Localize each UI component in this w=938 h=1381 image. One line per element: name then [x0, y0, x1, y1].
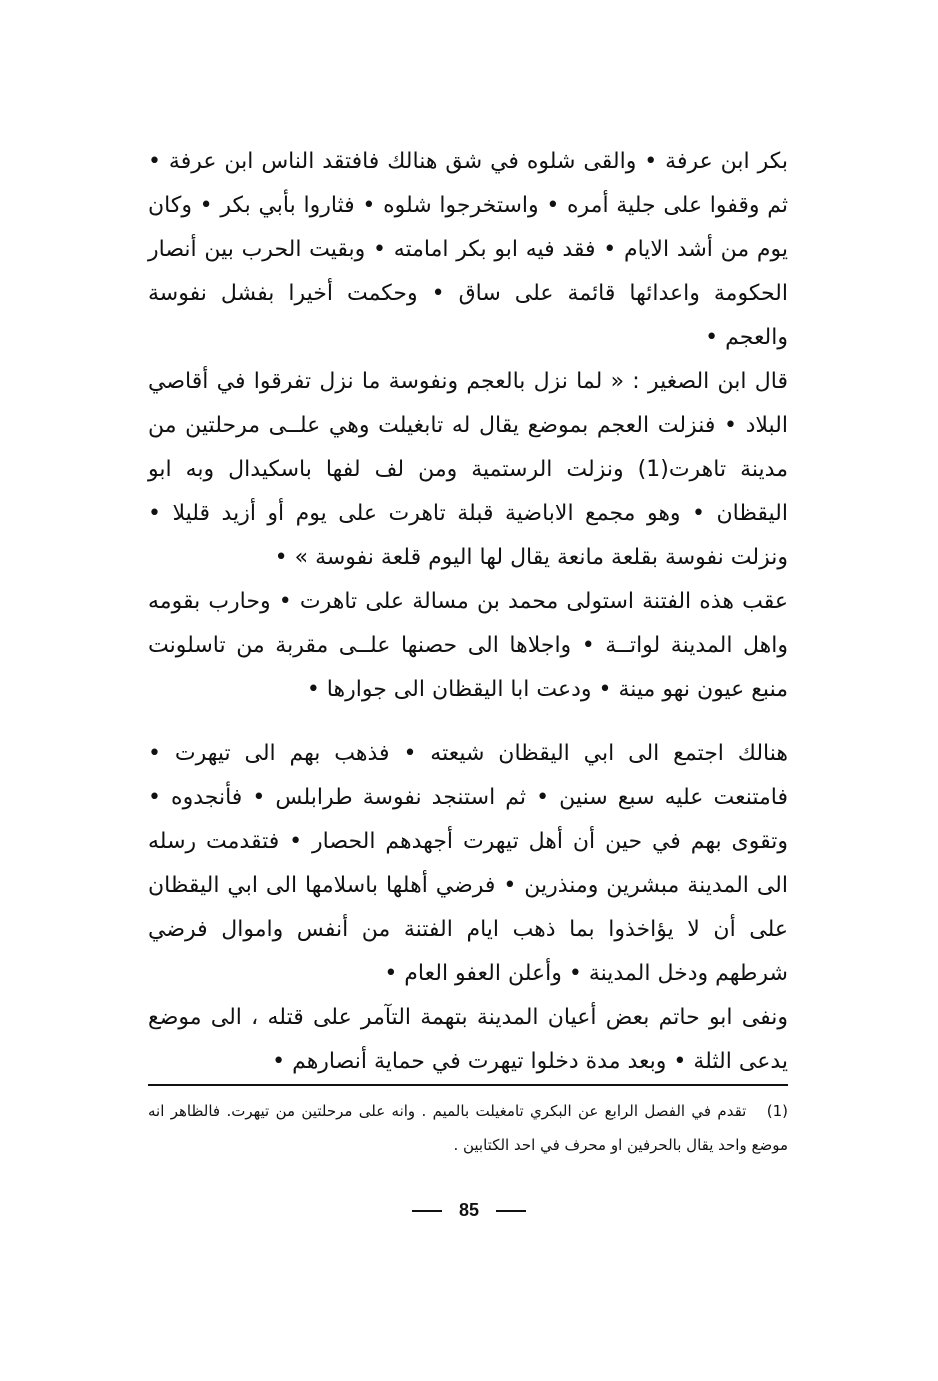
paragraph-1-text: بكر ابن عرفة • والقى شلوه في شق هنالك فافتقد الناس ابن عرفة • ثم وقفوا على جلية أمره • واستخرجوا شلوه • فثاروا بأبي بكر • وكان يوم من أشد الايام • فقد فيه ابو بكر امامته • وبقيت الحرب بين أنصار الحكومة واعدائها قائمة على ساق • وحكمت أخيرا بفشل نفوسة والعجم •	[148, 149, 788, 350]
paragraph-4	[148, 732, 788, 996]
footnote-divider	[148, 1084, 788, 1086]
paragraph-1	[148, 140, 788, 360]
paragraph-5-text: ونفى ابو حاتم بعض أعيان المدينة بتهمة التآمر على قتله ، الى موضع يدعى الثلة • وبعد مدة دخلوا تيهرت في حماية أنصارهم •	[148, 1005, 788, 1074]
paragraph-3	[148, 580, 788, 712]
paragraph-3-text: عقب هذه الفتنة استولى محمد بن مسالة على تاهرت • وحارب بقومه واهل المدينة لواتــة • واجلاها الى حصنها علــى مقربة من تاسلونت منبع عيون نهو مينة • ودعت ابا اليقظان الى جوارها •	[148, 589, 788, 702]
page-number-value: 85	[458, 1200, 480, 1220]
page-number-dash-left	[412, 1210, 442, 1212]
paragraph-5	[148, 996, 788, 1084]
paragraph-2-text: قال ابن الصغير : « لما نزل بالعجم ونفوسة ما نزل تفرقوا في أقاصي البلاد • فنزلت العجم بموضع يقال له تابغيلت وهي علــى مرحلتين من مدينة تاهرت(1) ونزلت الرستمية ومن لف لفها باسكيدال وبه ابو اليقظان • وهو مجمع الاباضية قبلة تاهرت على يوم أو أزيد قليلا • ونزلت نفوسة بقلعة مانعة يقال لها اليوم قلعة نفوسة » •	[148, 369, 788, 570]
footnote-number: (1)	[766, 1102, 788, 1120]
page-number	[0, 1200, 938, 1221]
footnote	[148, 1094, 788, 1162]
page-number-dash-right	[496, 1210, 526, 1212]
footnote-text: تقدم في الفصل الرابع عن البكري تامغيلت بالميم . وانه على مرحلتين من تيهرت. فالظاهر انه موضع واحد يقال بالحرفين او محرف في احد الكتابين .	[148, 1102, 788, 1154]
paragraph-4-text: هنالك اجتمع الى ابي اليقظان شيعته • فذهب بهم الى تيهرت • فامتنعت عليه سبع سنين • ثم استنجد نفوسة طرابلس • فأنجدوه • وتقوى بهم في حين أن أهل تيهرت أجهدهم الحصار • فتقدمت رسله الى المدينة مبشرين ومنذرين • فرضي أهلها باسلامها الى ابي اليقظان على أن لا يؤاخذوا بما ذهب ايام الفتنة من أنفس واموال فرضي شرطهم ودخل المدينة • وأعلن العفو العام •	[148, 741, 788, 986]
paragraph-2	[148, 360, 788, 580]
